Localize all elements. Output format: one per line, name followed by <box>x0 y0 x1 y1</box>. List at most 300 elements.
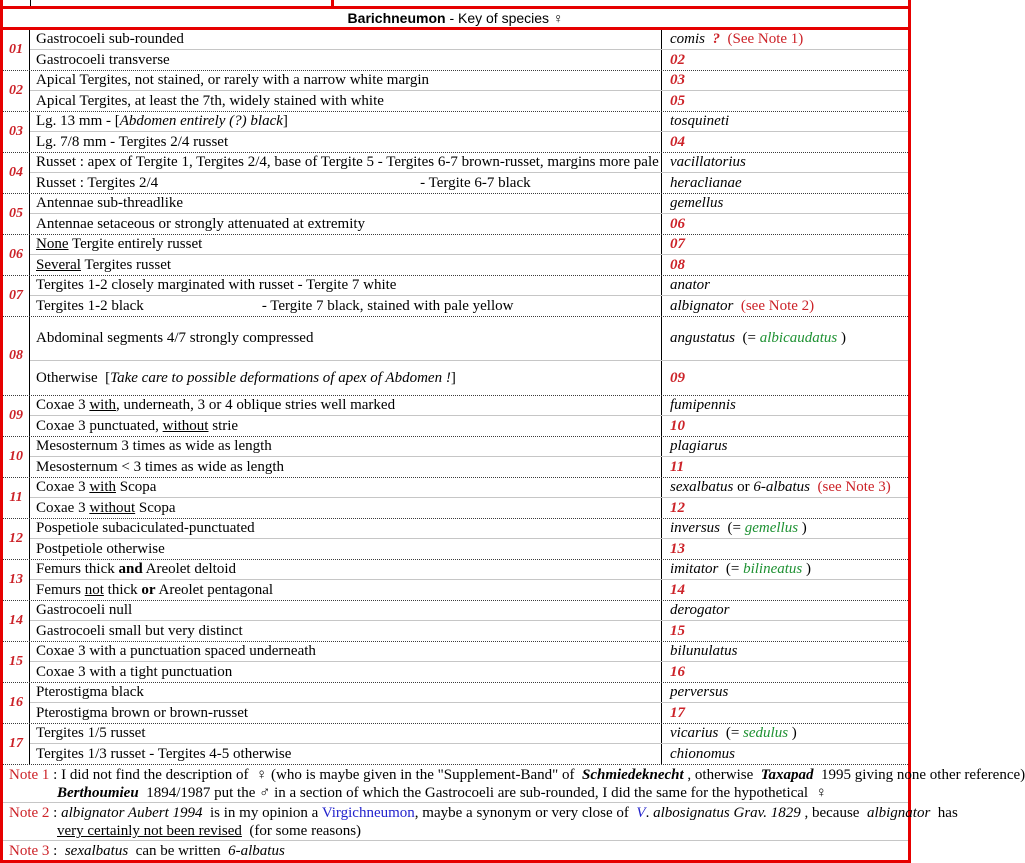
row-description <box>30 642 662 661</box>
row-description <box>30 396 662 415</box>
text-segment: Coxae 3 <box>36 397 90 413</box>
couplet-rows <box>30 519 908 559</box>
key-row <box>30 361 908 395</box>
key-row <box>30 396 908 416</box>
text-segment: None <box>36 236 69 252</box>
text-segment: Lg. 7/8 mm - Tergites 2/4 russet <box>36 133 229 150</box>
text-segment: , maybe a synonym or very close of <box>414 805 637 821</box>
text-segment: ) <box>837 330 846 346</box>
text-segment: 04 <box>670 133 685 150</box>
text-segment: Tergites 1/3 russet - Tergites 4-5 otherwise <box>36 745 292 762</box>
text-segment: without <box>162 417 209 434</box>
text-segment: Coxae 3 <box>36 499 90 516</box>
key-couplet <box>3 601 908 642</box>
couplet-number: 15 <box>3 642 30 682</box>
text-segment: - Key of species ♀ <box>445 10 564 26</box>
text-segment: or <box>141 581 156 598</box>
text-segment: ] <box>282 113 288 129</box>
couplet-rows <box>30 194 908 234</box>
text-segment: Areolet deltoid <box>142 561 236 577</box>
couplet-rows <box>30 235 908 275</box>
key-row <box>30 132 908 152</box>
row-description <box>30 621 662 641</box>
text-segment: Postpetiole otherwise <box>36 540 165 557</box>
couplet-rows <box>30 30 908 70</box>
row-result <box>662 276 908 295</box>
text-segment: ) <box>802 561 811 577</box>
row-description <box>30 478 662 497</box>
text-segment: gemellus <box>744 520 799 536</box>
key-row <box>30 478 908 498</box>
remnant-column-line <box>30 0 31 6</box>
row-result <box>662 30 908 49</box>
text-segment: angustatus <box>670 330 736 346</box>
text-segment: Several <box>36 256 81 273</box>
row-description <box>30 580 662 600</box>
text-segment: 02 <box>670 51 685 68</box>
key-row <box>30 498 908 518</box>
row-description <box>30 194 662 213</box>
text-segment: 08 <box>670 256 685 273</box>
row-result <box>662 71 908 90</box>
couplet-number: 05 <box>3 194 30 234</box>
key-row <box>30 560 908 580</box>
key-row <box>30 91 908 111</box>
key-row <box>30 112 908 132</box>
key-couplet <box>3 317 908 396</box>
text-segment: very certainly not been revised <box>57 823 242 839</box>
row-description <box>30 71 662 90</box>
text-segment: gemellus <box>670 195 724 211</box>
text-segment: Tergite entirely russet <box>68 236 203 252</box>
text-segment: Areolet pentagonal <box>155 581 274 598</box>
row-description <box>30 744 662 764</box>
key-row <box>30 539 908 559</box>
text-segment: Femurs <box>36 581 85 598</box>
row-description <box>30 50 662 70</box>
key-row <box>30 744 908 764</box>
row-description <box>30 683 662 702</box>
text-segment: Antennae setaceous or strongly attenuated at extremity <box>36 215 366 232</box>
key-row <box>30 642 908 662</box>
text-segment: not <box>84 581 104 598</box>
text-segment: 06 <box>670 215 685 232</box>
text-segment: 09 <box>670 369 685 386</box>
key-row <box>30 276 908 296</box>
row-result <box>662 296 908 316</box>
couplet-rows <box>30 317 908 395</box>
text-segment: Mesosternum < 3 times as wide as length <box>36 458 285 475</box>
text-segment: albignator Aubert 1994 <box>61 805 203 821</box>
text-segment: Abdominal segments 4/7 strongly compressed <box>36 330 314 346</box>
key-couplet <box>3 71 908 112</box>
note-line <box>9 784 908 802</box>
note-row <box>3 841 908 860</box>
text-segment: thick <box>103 581 142 598</box>
text-segment: anator <box>670 277 711 293</box>
key-row <box>30 173 908 193</box>
row-result <box>662 498 908 518</box>
key-row <box>30 296 908 316</box>
text-segment: Coxae 3 punctuated, <box>36 417 163 434</box>
text-segment: albosignatus Grav. 1829 <box>653 805 801 821</box>
text-segment: Tergites russet <box>80 256 172 273</box>
text-segment: plagiarus <box>670 438 728 454</box>
row-description <box>30 296 662 316</box>
text-segment: bilineatus <box>743 561 803 577</box>
key-row <box>30 724 908 744</box>
text-segment: imitator <box>670 561 719 577</box>
text-segment: albicaudatus <box>759 330 838 346</box>
row-description <box>30 601 662 620</box>
page-title <box>3 6 908 30</box>
row-description <box>30 437 662 456</box>
text-segment: Apical Tergites, at least the 7th, widely stained with white <box>36 92 384 109</box>
row-result <box>662 744 908 764</box>
text-segment: with <box>89 397 116 413</box>
text-segment: ? <box>712 31 720 47</box>
notes-section <box>3 765 1025 860</box>
couplet-number: 14 <box>3 601 30 641</box>
couplet-rows <box>30 153 908 193</box>
text-segment: is in my opinion a <box>202 805 322 821</box>
text-segment: 16 <box>670 663 685 680</box>
row-description <box>30 255 662 275</box>
couplet-rows <box>30 601 908 641</box>
text-segment: Pterostigma black <box>36 684 144 700</box>
couplet-number: 12 <box>3 519 30 559</box>
text-segment: sedulus <box>743 725 789 741</box>
row-result <box>662 539 908 559</box>
text-segment: Mesosternum 3 times as wide as length <box>36 438 272 454</box>
key-row <box>30 519 908 539</box>
key-couplet <box>3 519 908 560</box>
row-result <box>662 437 908 456</box>
row-result <box>662 724 908 743</box>
row-result <box>662 153 908 172</box>
row-result <box>662 173 908 193</box>
text-segment: heraclianae <box>670 174 742 191</box>
text-segment: albignator <box>670 297 734 314</box>
text-segment: Tergites 1-2 black <box>36 297 144 314</box>
text-segment: 13 <box>670 540 685 557</box>
text-segment: Russet : apex of Tergite 1, Tergites 2/4, base of Tergite 5 - Tergites 6-7 brown-russet, margins more pale <box>36 154 659 170</box>
row-result <box>662 642 908 661</box>
text-segment: ] <box>450 369 456 386</box>
row-result <box>662 703 908 723</box>
row-description <box>30 173 662 193</box>
text-segment: strie <box>208 417 239 434</box>
couplet-number: 17 <box>3 724 30 764</box>
text-segment: tosquineti <box>670 113 730 129</box>
text-segment: V <box>636 805 646 821</box>
couplet-rows <box>30 683 908 723</box>
text-segment: Coxae 3 <box>36 479 90 495</box>
couplet-number: 04 <box>3 153 30 193</box>
text-segment: (= <box>718 725 744 741</box>
row-result <box>662 235 908 254</box>
text-segment: sexalbatus <box>670 479 734 495</box>
text-segment: vacillatorius <box>670 154 746 170</box>
text-segment: sexalbatus <box>64 843 129 859</box>
text-segment: has <box>930 805 958 821</box>
row-description <box>30 361 662 395</box>
text-segment: Russet : Tergites 2/4 <box>36 174 159 191</box>
couplet-number: 01 <box>3 30 30 70</box>
row-result <box>662 255 908 275</box>
text-segment: Scopa <box>116 479 157 495</box>
text-segment: Virgichneumon <box>321 805 415 821</box>
couplet-number: 02 <box>3 71 30 111</box>
text-segment: ) <box>788 725 797 741</box>
note-line <box>9 822 908 840</box>
text-segment: Tergites 1-2 closely marginated with russet - Tergite 7 white <box>36 277 397 293</box>
key-couplet <box>3 396 908 437</box>
text-segment: (= <box>718 561 744 577</box>
row-description <box>30 703 662 723</box>
row-description <box>30 276 662 295</box>
text-segment: 1894/1987 put the ♂ in a section of which the Gastrocoeli are sub-rounded, I did the same for the hypothetical ♀ <box>138 785 827 801</box>
couplet-number: 11 <box>3 478 30 518</box>
text-segment: bilunulatus <box>670 643 738 659</box>
key-couplet <box>3 724 908 765</box>
text-segment: without <box>89 499 136 516</box>
text-segment: Note 2 <box>9 805 50 821</box>
text-segment: 11 <box>670 458 685 475</box>
text-segment: Berthoumieu <box>57 785 139 801</box>
text-segment: with <box>89 479 116 495</box>
key-couplet <box>3 478 908 519</box>
row-description <box>30 498 662 518</box>
text-segment: or <box>733 479 754 495</box>
row-result <box>662 580 908 600</box>
text-segment: Gastrocoeli transverse <box>36 51 170 68</box>
couplet-rows <box>30 478 908 518</box>
note-row <box>3 765 1025 803</box>
row-description <box>30 214 662 234</box>
text-segment: 15 <box>670 622 685 639</box>
text-segment: (= <box>735 330 760 346</box>
note-line <box>9 804 958 822</box>
key-row <box>30 317 908 361</box>
previous-table-remnant <box>3 0 908 6</box>
key-row <box>30 683 908 703</box>
key-row <box>30 416 908 436</box>
key-table <box>3 30 908 765</box>
text-segment: 12 <box>670 499 685 516</box>
text-segment: Note 3 <box>9 843 50 859</box>
row-result <box>662 416 908 436</box>
row-result <box>662 50 908 70</box>
couplet-number: 09 <box>3 396 30 436</box>
text-segment: 10 <box>670 417 685 434</box>
text-segment: inversus <box>670 520 720 536</box>
row-result <box>662 560 908 579</box>
text-segment: Coxae 3 with a tight punctuation <box>36 663 233 680</box>
text-segment: derogator <box>670 602 730 618</box>
text-segment: comis <box>670 31 705 47</box>
text-segment: fumipennis <box>670 397 736 413</box>
text-segment: 07 <box>670 236 685 252</box>
couplet-number: 16 <box>3 683 30 723</box>
text-segment: 03 <box>670 72 685 88</box>
key-row <box>30 50 908 70</box>
text-segment: can be written <box>128 843 229 859</box>
text-segment: Taxapad <box>760 767 814 783</box>
row-description <box>30 457 662 477</box>
row-description <box>30 132 662 152</box>
couplet-number: 10 <box>3 437 30 477</box>
text-segment: . <box>645 805 654 821</box>
text-segment: Tergites 1/5 russet <box>36 725 146 741</box>
text-segment: Abdomen entirely (?) black <box>119 113 283 129</box>
note-row <box>3 803 958 841</box>
row-description <box>30 91 662 111</box>
text-segment: , because <box>800 805 867 821</box>
text-segment: ) <box>798 520 807 536</box>
row-description <box>30 112 662 131</box>
text-segment: Femurs thick <box>36 561 119 577</box>
key-couplet <box>3 437 908 478</box>
key-row <box>30 214 908 234</box>
key-row <box>30 662 908 682</box>
text-segment: , underneath, 3 or 4 oblique stries well marked <box>116 397 396 413</box>
text-segment: 14 <box>670 581 685 598</box>
text-segment: (see Note 3) <box>810 479 891 495</box>
text-segment: Gastrocoeli null <box>36 602 133 618</box>
row-description <box>30 416 662 436</box>
row-result <box>662 519 908 538</box>
row-description <box>30 662 662 682</box>
text-segment: albignator <box>866 805 931 821</box>
text-segment: Apical Tergites, not stained, or rarely with a narrow white margin <box>36 72 430 88</box>
text-segment: 1995 giving none other reference) <box>813 767 1025 783</box>
text-segment: , otherwise <box>683 767 761 783</box>
row-result <box>662 112 908 131</box>
text-segment: (for some reasons) <box>241 823 362 839</box>
key-couplet <box>3 683 908 724</box>
spacer <box>144 306 262 307</box>
row-result <box>662 361 908 395</box>
key-row <box>30 194 908 214</box>
key-couplet <box>3 235 908 276</box>
row-result <box>662 214 908 234</box>
couplet-rows <box>30 437 908 477</box>
couplet-number: 06 <box>3 235 30 275</box>
row-result <box>662 194 908 213</box>
key-couplet <box>3 560 908 601</box>
text-segment: 05 <box>670 92 685 109</box>
row-description <box>30 724 662 743</box>
key-couplet <box>3 194 908 235</box>
text-segment: Barichneumon <box>347 10 446 26</box>
text-segment: Lg. 13 mm - [ <box>36 113 120 129</box>
text-segment: 17 <box>670 704 685 721</box>
row-description <box>30 317 662 360</box>
couplet-rows <box>30 396 908 436</box>
couplet-number: 03 <box>3 112 30 152</box>
row-description <box>30 30 662 49</box>
row-result <box>662 317 908 360</box>
text-segment: : I did not find the description of ♀ (who is maybe given in the "Supplement-Band" of <box>49 767 582 783</box>
text-segment: perversus <box>670 684 729 700</box>
row-result <box>662 396 908 415</box>
key-row <box>30 601 908 621</box>
row-result <box>662 91 908 111</box>
text-segment: Gastrocoeli sub-rounded <box>36 31 184 47</box>
text-segment: vicarius <box>670 725 719 741</box>
couplet-rows <box>30 560 908 600</box>
key-row <box>30 437 908 457</box>
row-result <box>662 662 908 682</box>
spacer <box>158 183 420 184</box>
key-row <box>30 30 908 50</box>
text-segment <box>705 31 713 48</box>
couplet-number: 07 <box>3 276 30 316</box>
row-description <box>30 560 662 579</box>
key-row <box>30 153 908 173</box>
key-couplet <box>3 642 908 683</box>
text-segment: 6-albatus <box>753 479 810 495</box>
couplet-rows <box>30 276 908 316</box>
text-segment: and <box>118 561 143 577</box>
text-segment: Pospetiole subaciculated-punctuated <box>36 520 255 536</box>
key-row <box>30 255 908 275</box>
row-description <box>30 153 662 172</box>
text-segment: Otherwise [ <box>36 369 111 386</box>
note-line <box>9 842 908 860</box>
text-segment: : <box>49 805 62 821</box>
text-segment: 6-albatus <box>228 843 285 859</box>
row-description <box>30 539 662 559</box>
couplet-rows <box>30 642 908 682</box>
couplet-rows <box>30 112 908 152</box>
text-segment: Antennae sub-threadlike <box>36 195 184 211</box>
row-description <box>30 235 662 254</box>
row-result <box>662 478 908 497</box>
row-description <box>30 519 662 538</box>
text-segment: Schmiedeknecht <box>582 767 684 783</box>
text-segment: (see Note 2) <box>733 297 815 314</box>
text-segment: Gastrocoeli small but very distinct <box>36 622 243 639</box>
key-couplet <box>3 153 908 194</box>
text-segment: Note 1 <box>9 767 50 783</box>
couplet-number: 08 <box>3 317 30 395</box>
note-line <box>9 766 1025 784</box>
remnant-red-border <box>331 0 334 6</box>
text-segment: : <box>49 843 65 859</box>
text-segment: Pterostigma brown or brown-russet <box>36 704 249 721</box>
text-segment: Scopa <box>135 499 176 516</box>
couplet-rows <box>30 71 908 111</box>
key-row <box>30 235 908 255</box>
row-result <box>662 621 908 641</box>
key-row <box>30 457 908 477</box>
row-result <box>662 601 908 620</box>
text-segment: - Tergite 6-7 black <box>420 174 531 191</box>
key-couplet <box>3 30 908 71</box>
couplet-number: 13 <box>3 560 30 600</box>
key-row <box>30 703 908 723</box>
text-segment: - Tergite 7 black, stained with pale yellow <box>261 297 514 314</box>
key-couplet <box>3 276 908 317</box>
key-row <box>30 580 908 600</box>
text-segment: Take care to possible deformations of apex of Abdomen ! <box>110 369 451 386</box>
key-couplet <box>3 112 908 153</box>
row-result <box>662 683 908 702</box>
couplet-rows <box>30 724 908 764</box>
text-segment: (See Note 1) <box>720 31 804 47</box>
